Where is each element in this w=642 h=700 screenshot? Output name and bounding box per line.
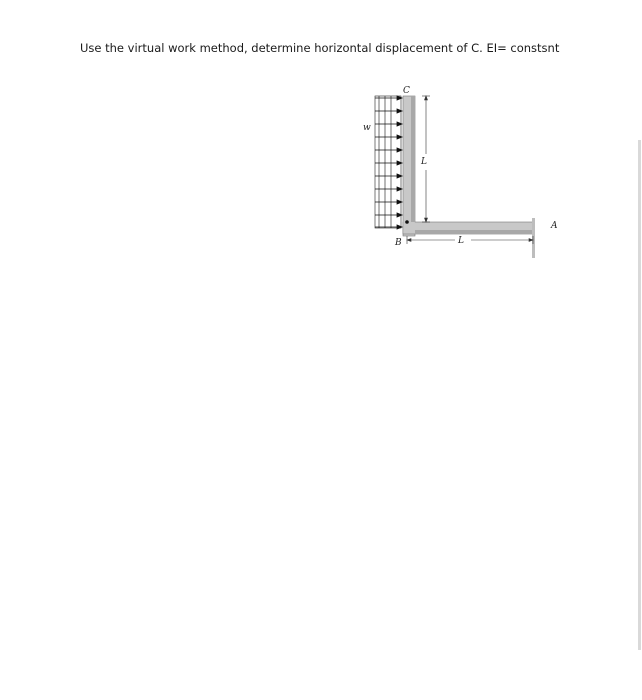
vertical-member-shade bbox=[411, 96, 415, 222]
question-text: Use the virtual work method, determine horizontal displacement of C. EI= constsnt bbox=[80, 41, 560, 55]
label-l-vertical: L bbox=[421, 157, 427, 167]
label-a: A bbox=[551, 221, 558, 231]
label-l-horizontal: L bbox=[458, 236, 464, 246]
corner-fill bbox=[403, 221, 415, 234]
page-edge-divider bbox=[638, 140, 641, 650]
joint-b-dot bbox=[405, 220, 409, 224]
dimension-horizontal bbox=[407, 236, 533, 244]
label-c: C bbox=[403, 86, 410, 96]
label-w: w bbox=[363, 123, 371, 133]
end-plate-a bbox=[532, 218, 535, 258]
horizontal-member-shade bbox=[415, 230, 533, 234]
label-b: B bbox=[395, 238, 402, 248]
l-frame-diagram bbox=[355, 82, 575, 262]
